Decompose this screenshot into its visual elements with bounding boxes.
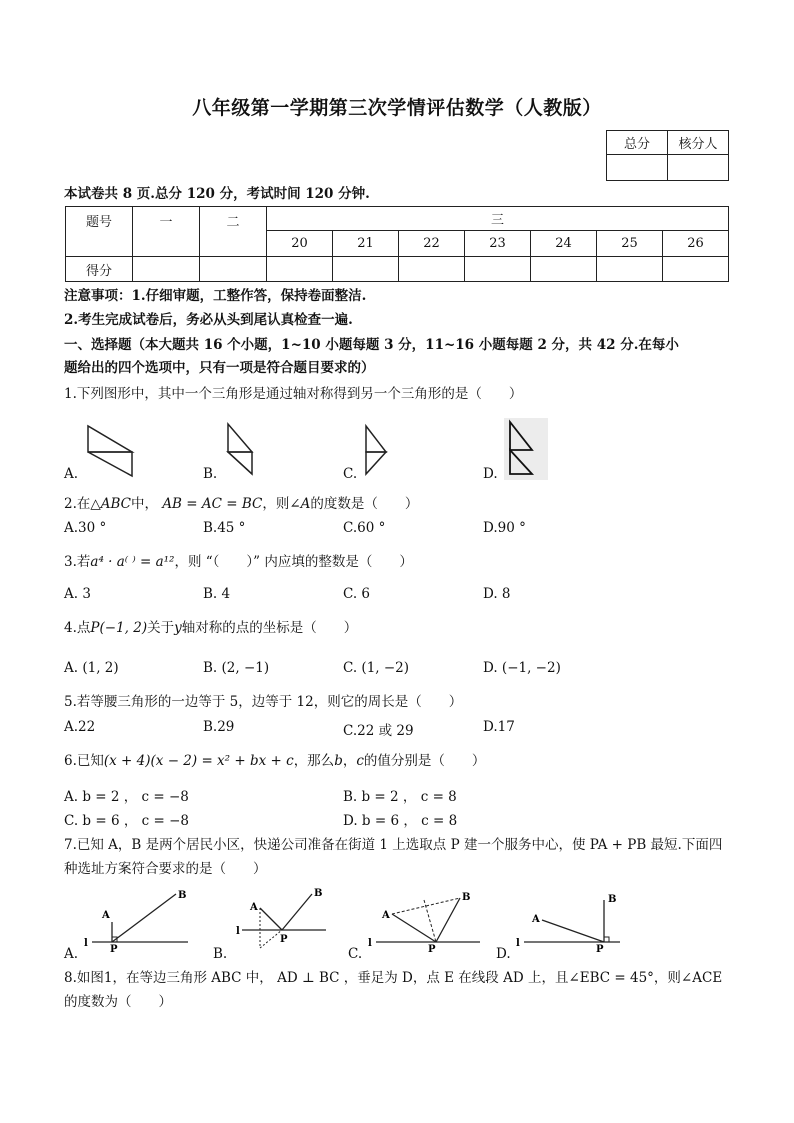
q2-option-c[interactable]: C.60 ° — [343, 520, 386, 536]
q3-option-d[interactable]: D. 8 — [483, 586, 511, 602]
col-3-header: 三 — [267, 207, 729, 231]
label-p: P — [110, 944, 118, 955]
score-cell — [399, 257, 465, 282]
q4-option-d[interactable]: D. (−1, −2) — [483, 660, 561, 676]
q1-option-a[interactable]: A. — [64, 466, 79, 482]
label-l: l — [368, 938, 372, 949]
total-score-box — [606, 130, 729, 181]
score-cell — [597, 257, 663, 282]
total-value-cell — [607, 155, 668, 181]
q1-option-b[interactable]: B. — [203, 466, 218, 482]
q7-figure-a — [84, 888, 194, 955]
notes-line-1: 注意事项：1.仔细审题，工整作答，保持卷面整洁. — [64, 288, 367, 304]
label-l: l — [236, 926, 240, 937]
total-label: 总分 — [607, 131, 668, 155]
score-cell — [200, 257, 267, 282]
q5-stem: 5.若等腰三角形的一边等于 5，边等于 12，则它的周长是（ ） — [64, 694, 463, 710]
q4-point: P(−1, 2) — [90, 620, 148, 636]
q3-expression: a⁴ · a⁽ ⁾ = a¹² — [90, 554, 175, 570]
q3-stem — [64, 552, 413, 572]
q2-stem-part: ，则∠ — [262, 496, 301, 512]
checker-value-cell — [668, 155, 729, 181]
label-p: P — [428, 944, 436, 955]
q2-stem-part: 的度数是（ ） — [310, 496, 419, 512]
q4-option-b[interactable]: B. (2, −1) — [203, 660, 270, 676]
q2-stem-part: 中， — [131, 496, 159, 512]
q6-stem-part: 6.已知 — [64, 753, 104, 769]
q5-option-c[interactable]: C.22 或 29 — [343, 723, 414, 739]
score-cell — [267, 257, 333, 282]
q6-var-c: c — [356, 753, 364, 769]
q2-angle-vertex: A — [300, 496, 311, 512]
q4-stem-part: 4.点 — [64, 620, 91, 636]
q3-option-b[interactable]: B. 4 — [203, 586, 231, 602]
q1-figure-c — [364, 424, 392, 478]
q7-option-c[interactable]: C. — [348, 946, 363, 962]
q8-stem-line-1: 8.如图1，在等边三角形 ABC 中， AD ⊥ BC ，垂足为 D，点 E 在线段 AD 上，且∠EBC = 45°，则∠ACE — [64, 970, 723, 986]
score-cell — [133, 257, 200, 282]
q3-option-c[interactable]: C. 6 — [343, 586, 371, 602]
q5-option-b[interactable]: B.29 — [203, 719, 235, 735]
label-b: B — [314, 888, 323, 899]
q8-stem-line-2: 的度数为（ ） — [64, 994, 172, 1010]
q7-figure-c — [366, 888, 486, 955]
section-1-heading-line-2: 题给出的四个选项中，只有一项是符合题目要求的） — [64, 360, 375, 376]
score-cell — [663, 257, 729, 282]
row-header-cell: 题号 — [66, 207, 133, 257]
q2-option-b[interactable]: B.45 ° — [203, 520, 246, 536]
q3-option-a[interactable]: A. 3 — [64, 586, 91, 602]
label-a: A — [382, 910, 390, 921]
q6-option-a[interactable]: A. b = 2 ， c = −8 — [64, 789, 189, 805]
q3-stem-part: 3.若 — [64, 554, 91, 570]
q1-option-c[interactable]: C. — [343, 466, 358, 482]
q7-figure-d — [516, 888, 626, 955]
q4-stem-part: 关于 — [147, 620, 175, 636]
label-b: B — [608, 894, 617, 905]
q7-stem-line-1: 7.已知 A，B 是两个居民小区，快递公司准备在街道 1 上选取点 P 建一个服务中心，使 PA + PB 最短.下面四 — [64, 837, 723, 853]
q3-stem-part: ，则 “（ ）” 内应填的整数是（ ） — [174, 554, 413, 570]
q7-option-a[interactable]: A. — [64, 946, 79, 962]
score-cell — [531, 257, 597, 282]
sub-col-header: 23 — [465, 231, 531, 257]
sub-col-header: 22 — [399, 231, 465, 257]
q4-stem — [64, 618, 357, 638]
q4-option-c[interactable]: C. (1, −2) — [343, 660, 410, 676]
q6-stem — [64, 751, 485, 771]
q6-stem-part: ，那么 — [293, 753, 335, 769]
q7-figure-b — [234, 886, 334, 952]
q2-stem-part: 2.在△ — [64, 496, 101, 512]
score-cell — [333, 257, 399, 282]
label-p: P — [280, 934, 288, 945]
q6-option-c[interactable]: C. b = 6 ， c = −8 — [64, 813, 189, 829]
q1-figure-d — [504, 418, 548, 480]
q7-stem-line-2: 种选址方案符合要求的是（ ） — [64, 861, 267, 877]
page-title: 八年级第一学期第三次学情评估数学（人教版） — [192, 97, 602, 119]
q5-option-a[interactable]: A.22 — [64, 719, 96, 735]
q6-stem-part: 的值分别是（ ） — [363, 753, 486, 769]
q6-stem-part: ， — [342, 753, 357, 769]
q2-option-a[interactable]: A.30 ° — [64, 520, 107, 536]
q2-option-d[interactable]: D.90 ° — [483, 520, 526, 536]
label-a: A — [250, 902, 258, 913]
label-l: l — [516, 938, 520, 949]
exam-intro: 本试卷共 8 页.总分 120 分，考试时间 120 分钟. — [64, 186, 370, 202]
label-b: B — [462, 892, 471, 903]
q1-option-d[interactable]: D. — [483, 466, 498, 482]
section-1-heading-line-1: 一、选择题（本大题共 16 个小题，1~10 小题每题 3 分，11~16 小题每题 2 分，共 42 分.在每小 — [64, 337, 679, 353]
q7-option-d[interactable]: D. — [496, 946, 511, 962]
sub-col-header: 25 — [597, 231, 663, 257]
label-p: P — [596, 944, 604, 955]
q4-option-a[interactable]: A. (1, 2) — [64, 660, 119, 676]
q6-var-b: b — [334, 753, 343, 769]
sub-col-header: 26 — [663, 231, 729, 257]
checker-label: 核分人 — [668, 131, 729, 155]
score-cell — [465, 257, 531, 282]
q6-option-b[interactable]: B. b = 2 ， c = 8 — [343, 789, 457, 805]
label-l: l — [84, 938, 88, 949]
label-b: B — [178, 890, 187, 901]
label-a: A — [532, 914, 540, 925]
notes-line-2: 2.考生完成试卷后，务必从头到尾认真检查一遍. — [64, 312, 353, 328]
q6-option-d[interactable]: D. b = 6 ， c = 8 — [343, 813, 458, 829]
sub-col-header: 20 — [267, 231, 333, 257]
q2-stem — [64, 494, 418, 514]
sub-col-header: 24 — [531, 231, 597, 257]
col-1-header: 一 — [133, 207, 200, 257]
q4-stem-part: 轴对称的点的坐标是（ ） — [181, 620, 358, 636]
q5-option-d[interactable]: D.17 — [483, 719, 515, 735]
q2-triangle-name: ABC — [100, 496, 132, 512]
q7-option-b[interactable]: B. — [213, 946, 228, 962]
score-label-cell: 得分 — [66, 257, 133, 282]
q2-equation: AB = AC = BC — [162, 496, 263, 512]
q6-equation: (x + 4)(x − 2) = x² + bx + c — [103, 753, 294, 769]
sub-col-header: 21 — [333, 231, 399, 257]
q4-axis: y — [174, 620, 182, 636]
q1-figure-b — [226, 422, 258, 478]
q1-stem: 1.下列图形中，其中一个三角形是通过轴对称得到另一个三角形的是（ ） — [64, 386, 523, 402]
label-a: A — [102, 910, 110, 921]
col-2-header: 二 — [200, 207, 267, 257]
q1-figure-a — [86, 424, 136, 478]
score-table — [65, 206, 729, 282]
